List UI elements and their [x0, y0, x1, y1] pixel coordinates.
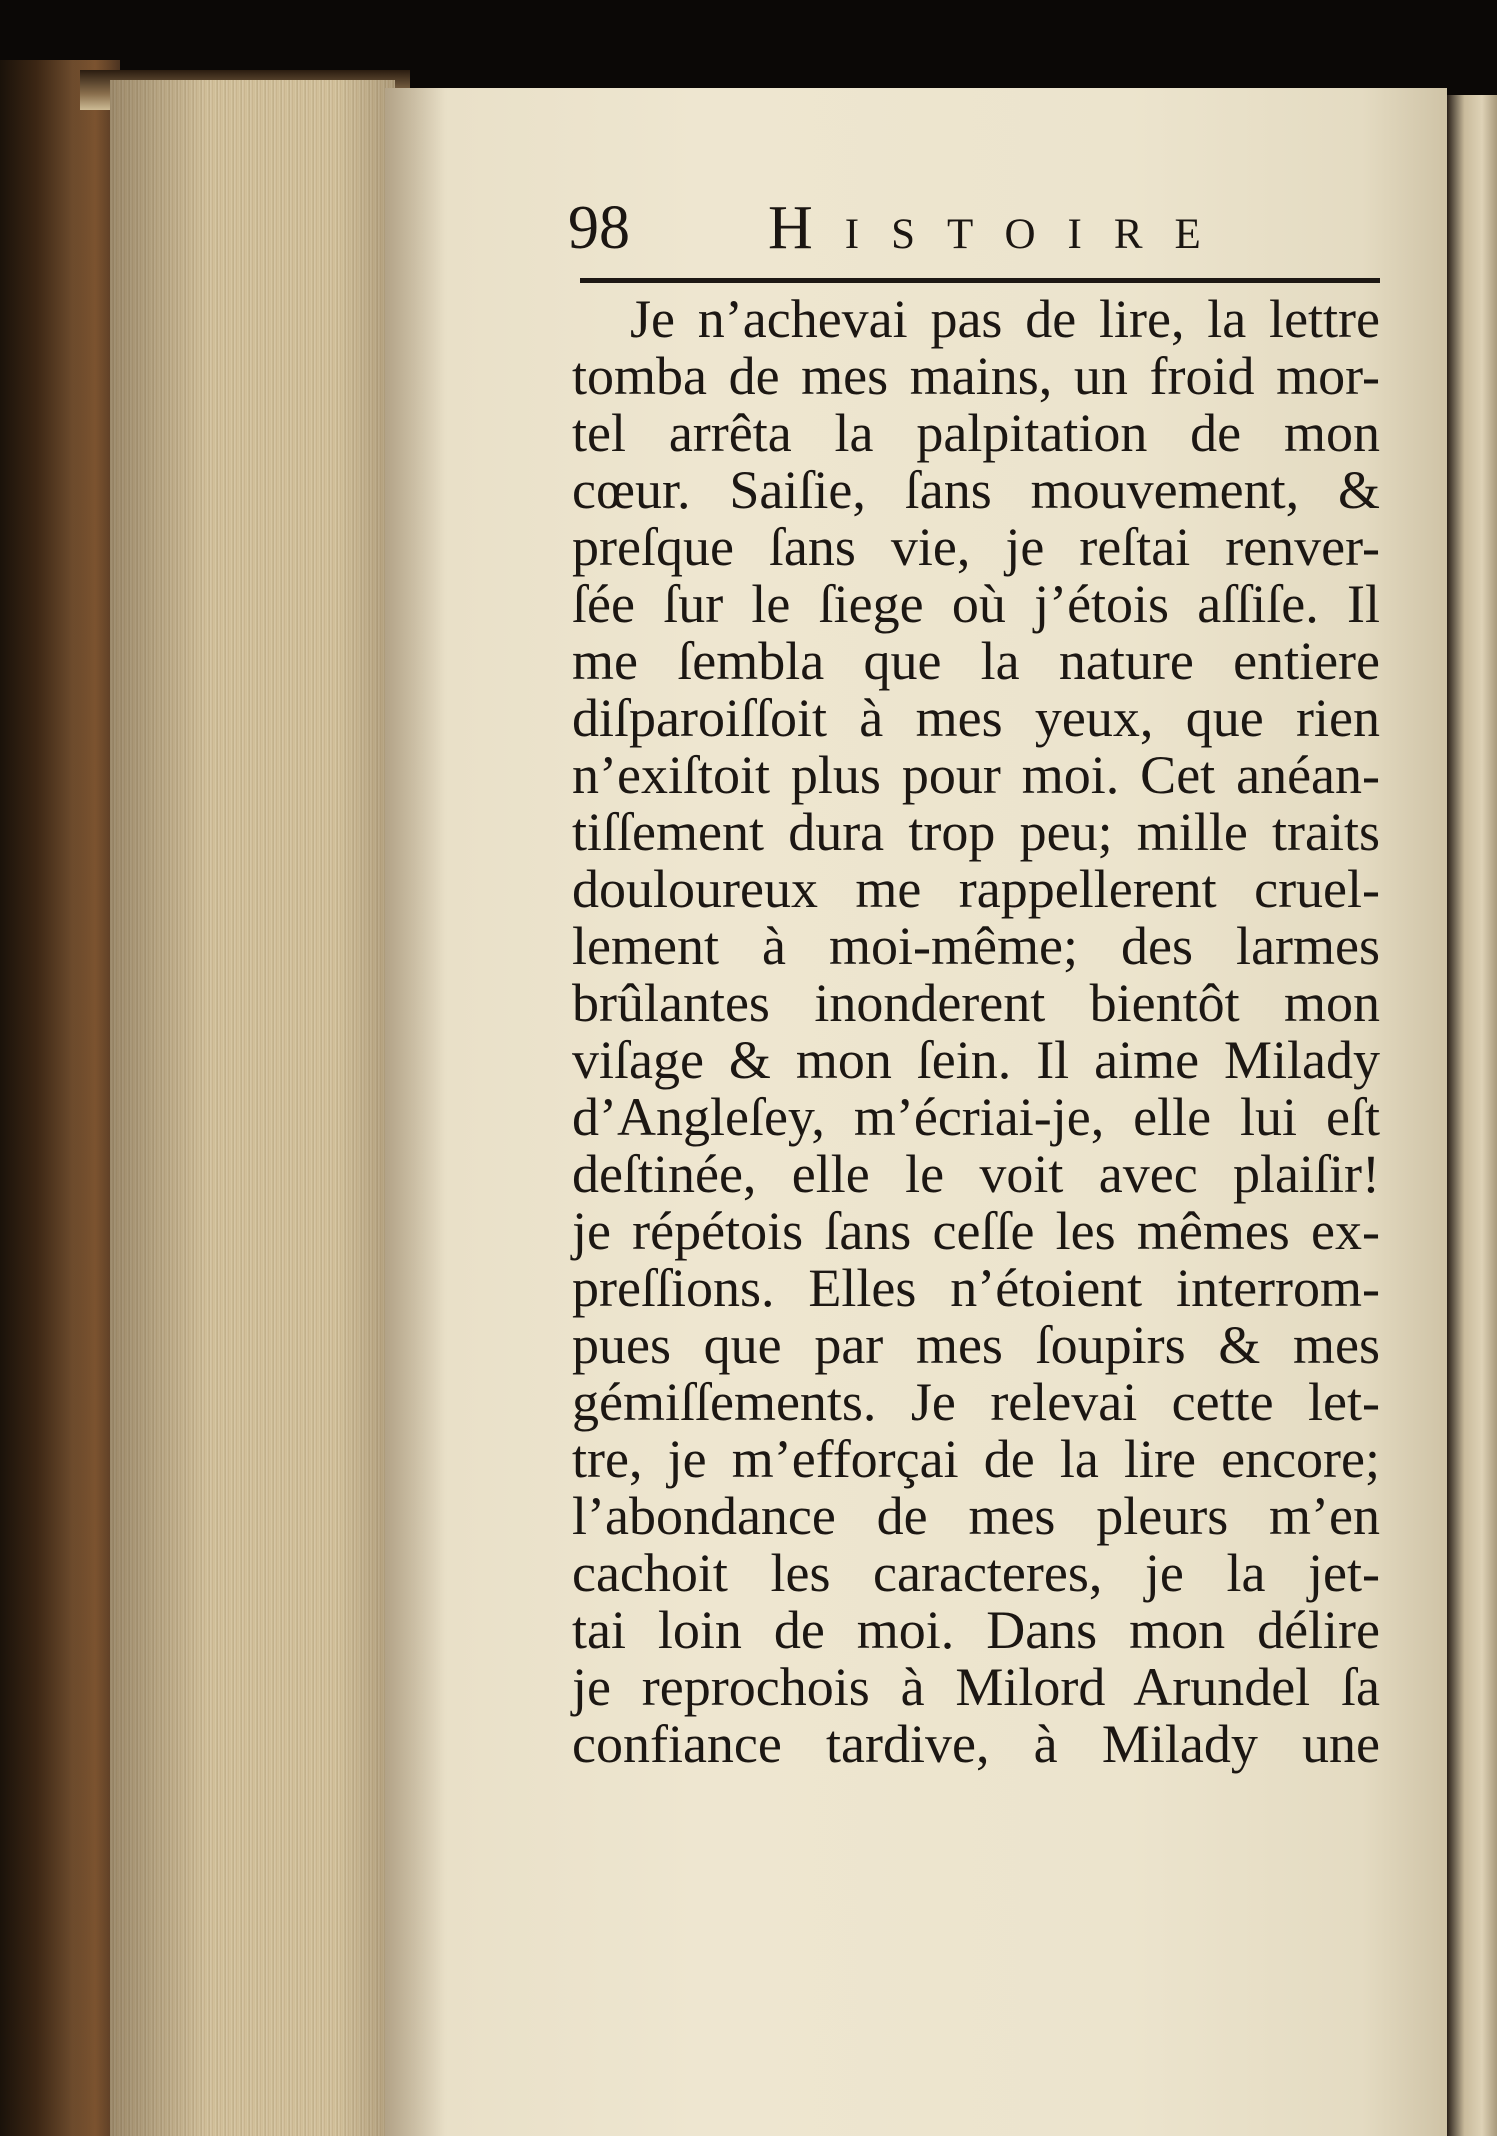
text-line: tomba de mes mains, un froid mor- — [572, 346, 1380, 406]
body-text — [572, 291, 1380, 1773]
page-edges-shade — [110, 80, 395, 2136]
text-line: ſée ſur le ſiege où j’étois aſſiſe. Il — [572, 574, 1380, 634]
text-line: douloureux me rappellerent cruel- — [572, 859, 1380, 919]
text-line: Je n’achevai pas de lire, la lettre — [630, 289, 1380, 349]
text-line: brûlantes inonderent bientôt mon — [572, 973, 1380, 1033]
gutter-shadow — [385, 88, 445, 2136]
text-line: gémiſſements. Je relevai cette let- — [572, 1372, 1380, 1432]
text-line: preſſions. Elles n’étoient interrom- — [572, 1258, 1380, 1318]
text-line: cœur. Saiſie, ſans mouvement, & — [572, 460, 1380, 520]
running-title: Histoire — [768, 194, 1233, 262]
text-line: preſque ſans vie, je reſtai renver- — [572, 517, 1380, 577]
text-line: deſtinée, elle le voit avec plaiſir! — [572, 1144, 1380, 1204]
text-line: tel arrêta la palpitation de mon — [572, 403, 1380, 463]
text-line: diſparoiſſoit à mes yeux, que rien — [572, 688, 1380, 748]
text-line: l’abondance de mes pleurs m’en — [572, 1486, 1380, 1546]
text-line: tre, je m’efforçai de la lire encore; — [572, 1429, 1380, 1489]
text-line: viſage & mon ſein. Il aime Milady — [572, 1030, 1380, 1090]
text-line: n’exiſtoit plus pour moi. Cet anéan- — [572, 745, 1380, 805]
running-head — [568, 188, 1380, 268]
page-number: 98 — [568, 194, 630, 262]
text-line: tai loin de moi. Dans mon délire — [572, 1600, 1380, 1660]
text-line: pues que par mes ſoupirs & mes — [572, 1315, 1380, 1375]
text-line: je reprochois à Milord Arundel ſa — [572, 1657, 1380, 1717]
text-line: je répétois ſans ceſſe les mêmes ex- — [572, 1201, 1380, 1261]
text-line: confiance tardive, à Milady une — [572, 1714, 1380, 1774]
text-line: me ſembla que la nature entiere — [572, 631, 1380, 691]
text-line: cachoit les caracteres, je la jet- — [572, 1543, 1380, 1603]
text-line: lement à moi-même; des larmes — [572, 916, 1380, 976]
head-rule — [580, 278, 1380, 283]
text-line: tiſſement dura trop peu; mille traits — [572, 802, 1380, 862]
facing-page-edge — [1447, 95, 1497, 2136]
text-line: d’Angleſey, m’écriai-je, elle lui eſt — [572, 1087, 1380, 1147]
